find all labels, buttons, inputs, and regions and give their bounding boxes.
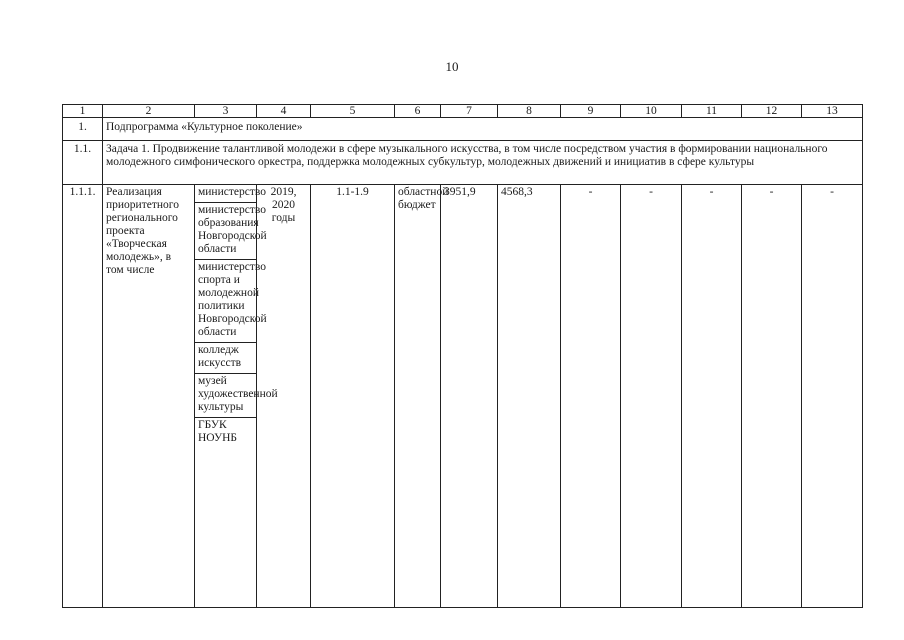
executor-item: министерство [195, 185, 256, 203]
executor-item: колледж искусств [195, 343, 256, 374]
header-cell: 13 [802, 105, 863, 118]
header-cell: 9 [561, 105, 621, 118]
activity-col13: - [802, 185, 863, 608]
header-cell: 3 [195, 105, 257, 118]
executor-item: музей художественной культуры [195, 374, 256, 418]
executor-item: ГБУК НОУНБ [198, 419, 238, 444]
activity-number: 1.1.1. [63, 185, 103, 608]
activity-col11: - [682, 185, 742, 608]
header-cell: 4 [257, 105, 311, 118]
task-row [63, 141, 863, 185]
subprogram-row [63, 118, 863, 141]
header-cell: 8 [498, 105, 561, 118]
header-cell: 1 [63, 105, 103, 118]
page-number: 10 [445, 59, 459, 74]
activity-col9: - [561, 185, 621, 608]
header-cell: 7 [441, 105, 498, 118]
activity-col7: 3951,9 [441, 185, 498, 608]
executor-item: министерство спорта и молодежной политики Новгородской области [195, 260, 256, 343]
subprogram-title: Подпрограмма «Культурное поколение» [103, 118, 863, 141]
program-table [62, 104, 863, 608]
task-text: Задача 1. Продвижение талантливой молодежи в сфере музыкального искусства, в том числе посредством участия в формировании национального молодежного симфонического оркестра, поддержка молодежных субкультур, молодежных движений и инициатив в сфере культуры [103, 141, 863, 185]
header-cell: 10 [621, 105, 682, 118]
header-cell: 2 [103, 105, 195, 118]
header-cell: 6 [395, 105, 441, 118]
activity-col10: - [621, 185, 682, 608]
header-cell: 5 [311, 105, 395, 118]
header-row [63, 105, 863, 118]
header-cell: 11 [682, 105, 742, 118]
task-number: 1.1. [63, 141, 103, 185]
activity-years: 2019, 2020 годы [257, 185, 311, 608]
activity-row [63, 185, 863, 608]
activity-col12: - [742, 185, 802, 608]
executors-cell [195, 185, 278, 608]
header-cell: 12 [742, 105, 802, 118]
activity-source: областной бюджет [395, 185, 441, 608]
executor-item: министерство образования Новгородской области [195, 203, 256, 260]
activity-indicators: 1.1-1.9 [311, 185, 395, 608]
activity-col8: 4568,3 [498, 185, 561, 608]
subprogram-number: 1. [63, 118, 103, 141]
activity-name: Реализация приоритетного регионального проекта «Творческая молодежь», в том числе [103, 185, 195, 608]
